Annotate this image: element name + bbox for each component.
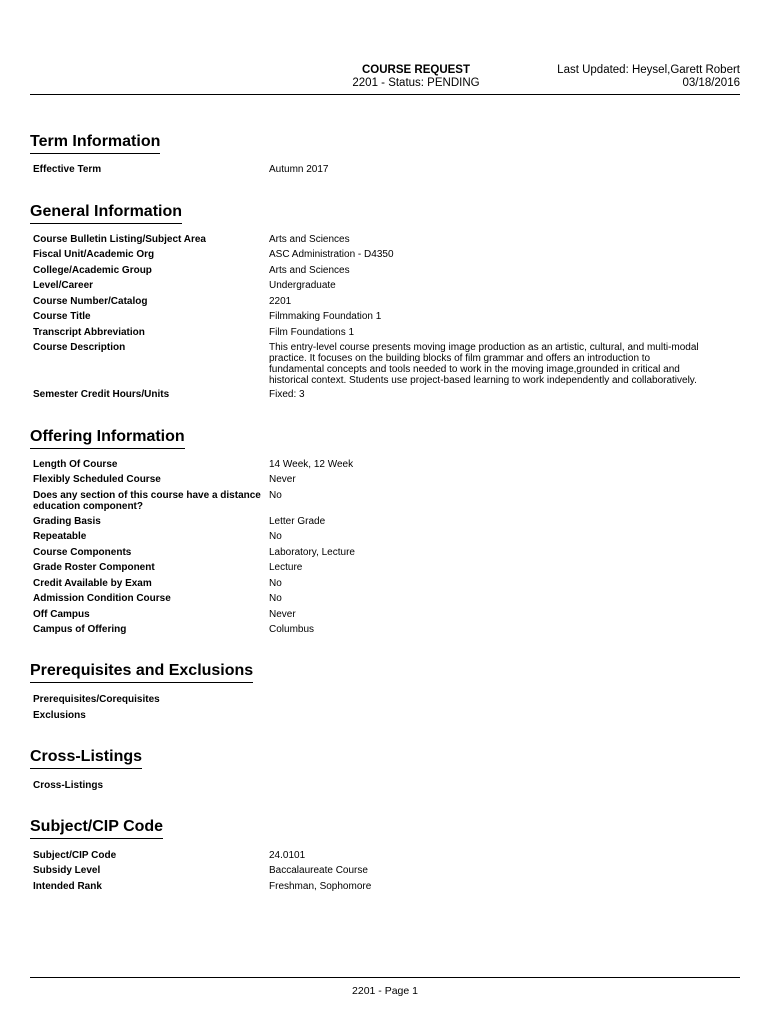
field-label: College/Academic Group [33,265,152,276]
section-title-offering: Offering Information [30,428,185,449]
field-label: Exclusions [33,710,86,721]
field-value: Autumn 2017 [269,164,329,175]
field-label: Level/Career [33,280,94,291]
field-value: Never [269,609,296,620]
field-value: No [269,490,282,501]
field-value: No [269,578,282,589]
course-description: This entry-level course presents moving image production as an artistic, cultural, and multi-modal practice. It focuses on the building blocks of film grammar and offers an introduction to fundamental concepts and tools needed to work in the moving image,grounded in critical and historical context. Students use project-based learning to work independently and collaboratively. [269,342,699,386]
page-header [30,64,740,95]
field-value: 14 Week, 12 Week [269,459,354,470]
section-title-cross: Cross-Listings [30,748,142,769]
field-value: Columbus [269,624,315,635]
field-label: Admission Condition Course [33,593,171,604]
field-label: Course Components [33,547,132,558]
field-value: Letter Grade [269,516,326,527]
field-label: Grading Basis [33,516,101,527]
field-value: No [269,593,282,604]
page-number: 2201 - Page 1 [352,985,418,997]
field-value: Fixed: 3 [269,389,305,400]
field-label: Effective Term [33,164,102,175]
last-updated-date: 03/18/2016 [682,77,740,89]
last-updated: Last Updated: Heysel,Garett Robert [557,64,740,76]
field-label: Campus of Offering [33,624,127,635]
field-label: Flexibly Scheduled Course [33,474,161,485]
section-title-cip: Subject/CIP Code [30,818,163,839]
field-value: No [269,531,282,542]
field-label: Transcript Abbreviation [33,327,145,338]
field-value: ASC Administration - D4350 [269,249,394,260]
field-label: Subsidy Level [33,865,101,876]
field-label: Off Campus [33,609,90,620]
field-label: Course Bulletin Listing/Subject Area [33,234,206,245]
footer-rule [30,977,740,978]
field-label: Grade Roster Component [33,562,155,573]
field-value: Baccalaureate Course [269,865,368,876]
field-value: Undergraduate [269,280,336,291]
field-label: Semester Credit Hours/Units [33,389,170,400]
field-value: Arts and Sciences [269,234,350,245]
field-label: Cross-Listings [33,780,104,791]
request-status: 2201 - Status: PENDING [352,77,480,89]
document-title: COURSE REQUEST [362,64,470,76]
field-label: Does any section of this course have a distance education component? [33,490,261,512]
field-value: Arts and Sciences [269,265,350,276]
field-label: Fiscal Unit/Academic Org [33,249,155,260]
section-title-term: Term Information [30,133,160,154]
field-label: Credit Available by Exam [33,578,152,589]
field-label: Subject/CIP Code [33,850,117,861]
section-title-general: General Information [30,203,182,224]
field-value: Film Foundations 1 [269,327,355,338]
field-value: Freshman, Sophomore [269,881,372,892]
field-label: Course Description [33,342,126,353]
field-label: Prerequisites/Corequisites [33,694,160,705]
field-value: 2201 [269,296,292,307]
field-value: Laboratory, Lecture [269,547,355,558]
field-label: Length Of Course [33,459,118,470]
section-title-prereq: Prerequisites and Exclusions [30,662,253,683]
field-value: Filmmaking Foundation 1 [269,311,382,322]
field-value: Never [269,474,296,485]
field-label: Intended Rank [33,881,102,892]
field-label: Course Title [33,311,91,322]
field-label: Course Number/Catalog [33,296,148,307]
field-label: Repeatable [33,531,87,542]
field-value: 24.0101 [269,850,306,861]
field-value: Lecture [269,562,303,573]
